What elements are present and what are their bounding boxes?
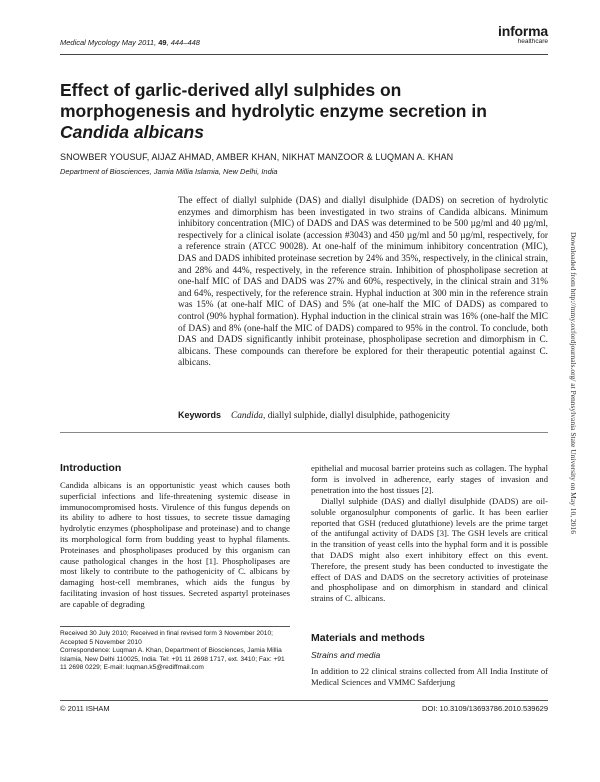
header-divider — [60, 54, 548, 55]
methods-heading: Materials and methods — [311, 632, 425, 644]
footer-divider — [60, 700, 548, 701]
keywords — [178, 410, 548, 421]
methods-paragraph: In addition to 22 clinical strains collected from All India Institute of Medical Sciences and VMMC Safderjung — [311, 666, 548, 687]
introduction-paragraph-2: epithelial and mucosal barrier proteins such as collagen. The hyphal form is involved in adherence, early stages of invasion and penetration into the host tissues [2]. — [311, 463, 548, 495]
doi: DOI: 10.3109/13693786.2010.539629 — [422, 704, 548, 713]
download-notice — [570, 232, 580, 732]
download-notice-text: Downloaded from http://mmy.oxfordjournals.org/ at Pennsylvania State University on May 10, 2016 — [569, 232, 578, 535]
abstract-divider — [60, 432, 548, 433]
received-dates: Received 30 July 2010; Received in final revised form 3 November 2010; Accepted 5 November 2010 — [60, 630, 273, 646]
footnotes — [60, 630, 290, 673]
keyword-list: , diallyl sulphide, diallyl disulphide, pathogenicity — [263, 411, 450, 421]
publisher-logo — [478, 24, 548, 46]
keyword-italic: Candida — [231, 411, 264, 421]
introduction-paragraph-1: Candida albicans is an opportunistic yeast which causes both superficial infections and life-threatening systemic disease in immunocompromised hosts. Virulence of this fungus depends on its ability to adhere to host tissues, to secrete tissue damaging hydrolytic enzymes (phospholipase and proteinase) and to change its morphological form from budding yeast to hyphal filaments. Proteinases and phospholipases produced by this organism can cause pathological changes in the host [1]. Phospholipases are most likely to contribute to the pathogenicity of C. albicans by damaging host-cell membranes, which aids the fungus by facilitating invasion of host tissues. Secreted aspartyl proteinases are capable of degrading — [60, 480, 290, 609]
introduction-heading: Introduction — [60, 462, 122, 474]
keywords-label: Keywords — [178, 410, 222, 420]
volume-number: 49 — [158, 38, 167, 47]
footnote-divider — [60, 626, 290, 627]
page-range: , 444–448 — [166, 38, 200, 47]
author-list: SNOWBER YOUSUF, AIJAZ AHMAD, AMBER KHAN, NIKHAT MANZOOR & LUQMAN A. KHAN — [60, 152, 454, 162]
title-italic: Candida albicans — [60, 122, 204, 142]
citation-date: May 2011, — [119, 38, 159, 47]
journal-citation — [60, 38, 200, 47]
publisher-subname: healthcare — [517, 38, 548, 45]
copyright: © 2011 ISHAM — [60, 704, 110, 713]
author-affiliation: Department of Biosciences, Jamia Millia Islamia, New Delhi, India — [60, 167, 278, 176]
methods-subheading: Strains and media — [311, 650, 381, 660]
publisher-name: informa — [498, 23, 548, 39]
abstract: The effect of diallyl sulphide (DAS) and diallyl disulphide (DADS) on secretion of hydrolytic enzymes and dimorphism has been investigated in two strains of Candida albicans. Minimum inhibitory concentration (MIC) of DADS and DAS was determined to be 500 µg/ml and 40 µg/ml, respectively for a clinical isolate (accession #3043) and 450 µg/ml and 50 µg/ml, respectively, for a reference strain (ATCC 90028). At one-half of the minimum inhibitory concentration (MIC), DAS and DADS inhibited proteinase secretion by 24% and 35%, respectively, in the clinical strain, and 28% and 44%, respectively, in the reference strain. Inhibition of phospholipase secretion at one-half MIC of DAS and DADS was 27% and 60%, respectively, in the clinical strain and 31% and 64%, respectively, for the reference strain. Hyphal induction at 300 min in the reference strain was 15% (at one-half MIC of DAS) and 5% (at one-half the MIC of DADS) as compared to control (90% hyphal formation). Hyphal induction in the clinical strain was 16% (one-half the MIC of DAS) and 8% (one-half the MIC of DADS) compared to 95% in the control. To conclude, both DAS and DADS significantly inhibit proteinase, phospholipase secretion and dimorphism in C. albicans. These compounds can therefore be explored for their therapeutic potential against C. albicans. — [178, 196, 548, 369]
correspondence-info: Correspondence: Luqman A. Khan, Department of Biosciences, Jamia Millia Islamia, New Delhi 110025, India. Tel: +91 11 2698 1717, ext. 3410; Fax: +91 11 2698 0229; E-mail: luqman.k5@rediffmail.com — [60, 647, 285, 672]
journal-name: Medical Mycology — [60, 38, 120, 47]
introduction-paragraph-3: Diallyl sulphide (DAS) and diallyl disulphide (DADS) are oil-soluble organosulphur components of garlic. It has been earlier reported that GSH (reduced glutathione) levels are the prime target of the antifungal activity of DADS [3]. The GSH levels are critical in the transition of yeast cells into the hyphal form and it is possible that DADS might also exert inhibitory effect on this event. Therefore, the present study has been conducted to investigate the effect of DAS and DADS on the secretory activities of proteinase and phospholipase and on dimorphism in standard and clinical strains of C. albicans. — [311, 496, 548, 604]
title-main: Effect of garlic-derived allyl sulphides on morphogenesis and hydrolytic enzyme secretion in — [60, 80, 487, 121]
article-title — [60, 80, 530, 143]
